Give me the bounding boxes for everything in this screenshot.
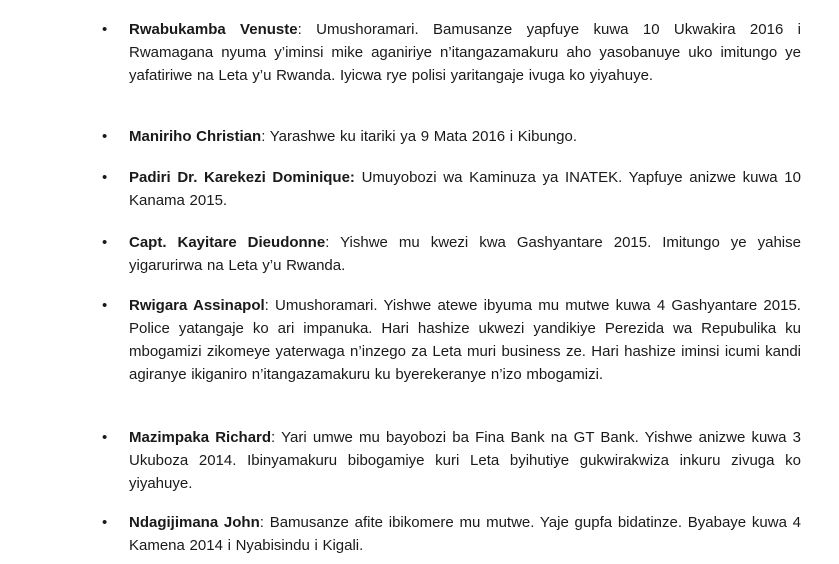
person-name: Rwigara Assinapol — [129, 297, 265, 314]
name-separator: : — [271, 429, 282, 446]
name-separator — [355, 169, 362, 186]
entry-paragraph — [129, 294, 801, 386]
name-separator: : — [264, 297, 276, 314]
person-name: Rwabukamba Venuste — [129, 21, 298, 38]
entry-text: Umushoramari. Bamusanze yapfuye kuwa 10 Ukwakira 2016 i Rwamagana nyuma y’iminsi mike aganiriye n’itangazamakuru aho yasobanuye uko imitungo ye yafatiriwe na Leta y’u Rwanda. Iyicwa rye polisi yaritangaje ivuga ko yiyahuye. — [129, 21, 801, 84]
bullet-icon: • — [102, 128, 108, 145]
person-name: Capt. Kayitare Dieudonne — [129, 234, 326, 251]
entry-text: Yarashwe ku itariki ya 9 Mata 2016 i Kibungo. — [269, 128, 577, 145]
entry-text: Umuyobozi wa Kaminuza ya INATEK. Yapfuye anizwe kuwa 10 Kanama 2015. — [129, 169, 801, 209]
bullet-icon: • — [102, 169, 108, 186]
person-name: Ndagijimana John — [129, 514, 260, 531]
person-name: Padiri Dr. Karekezi Dominique: — [129, 169, 355, 186]
entry-paragraph — [129, 166, 801, 212]
entry-text: Umushoramari. Yishwe atewe ibyuma mu mutwe kuwa 4 Gashyantare 2015. Police yatangaje ko ari impanuka. Hari hashize ukwezi yandikiye Perezida wa Repubulika ku mbogamizi zikomeye yaterwaga n’inzego za Leta muri business ze. Hari hashize iminsi icumi kandi agiranye ikiganiro n’itangazamakuru ku byerekeranye n’izo mbogamizi. — [129, 297, 801, 383]
entry-paragraph — [129, 426, 801, 495]
name-separator: : — [325, 234, 341, 251]
bullet-icon: • — [102, 429, 108, 446]
name-separator: : — [261, 128, 270, 145]
bullet-icon: • — [102, 297, 108, 314]
name-separator: : — [297, 21, 317, 38]
entry-text: Yishwe mu kwezi kwa Gashyantare 2015. Imitungo ye yahise yigarurirwa na Leta y’u Rwanda. — [129, 234, 801, 274]
person-name: Maniriho Christian — [129, 128, 262, 145]
entry-paragraph — [129, 125, 801, 148]
entry-paragraph — [129, 231, 801, 277]
entry-text: Yari umwe mu bayobozi ba Fina Bank na GT Bank. Yishwe anizwe kuwa 3 Ukuboza 2014. Ibinyamakuru bibogamiye kuri Leta byihutiye gukwirakwiza inkuru zivuga ko yiyahuye. — [129, 429, 801, 492]
bullet-icon: • — [102, 514, 108, 531]
entry-paragraph — [129, 18, 801, 87]
entry-paragraph — [129, 511, 801, 557]
bullet-icon: • — [102, 21, 108, 38]
name-separator: : — [259, 514, 270, 531]
person-name: Mazimpaka Richard — [129, 429, 272, 446]
bullet-icon: • — [102, 234, 108, 251]
entry-text: Bamusanze afite ibikomere mu mutwe. Yaje gupfa bidatinze. Byabaye kuwa 4 Kamena 2014 i Nyabisindu i Kigali. — [129, 514, 801, 554]
